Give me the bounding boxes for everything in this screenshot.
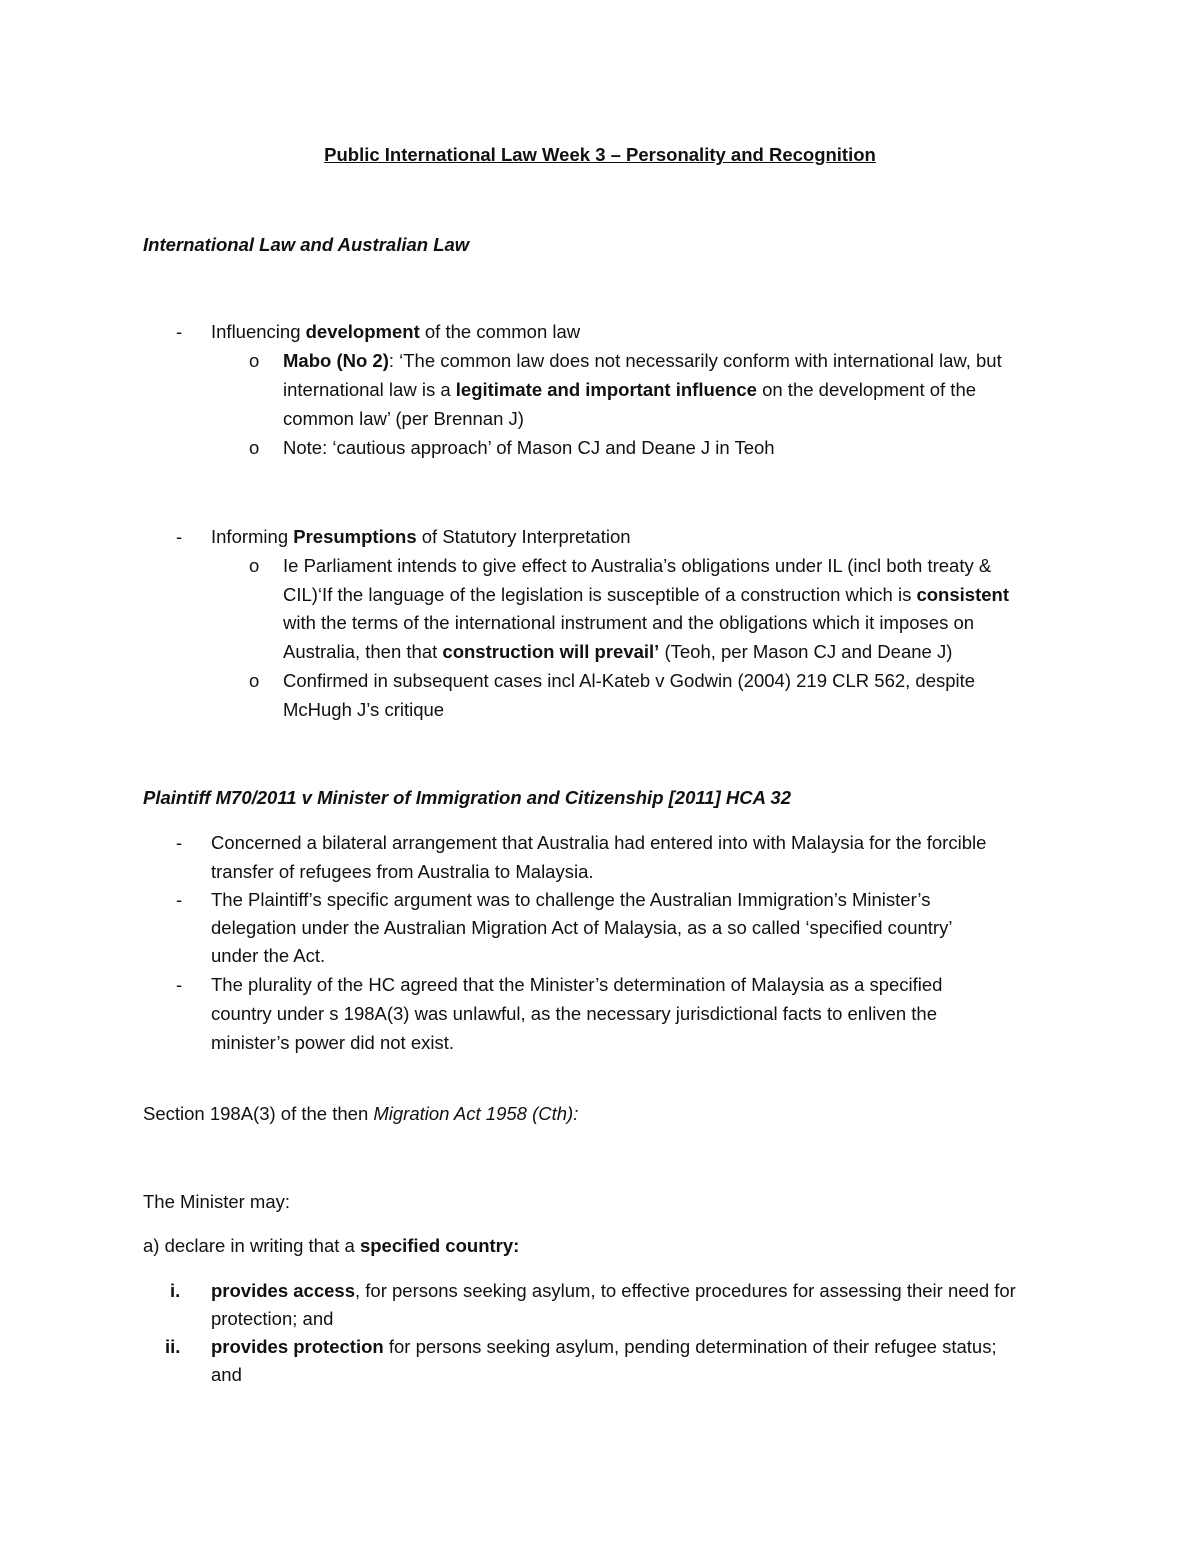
dash-bullet: -	[176, 321, 183, 342]
sub-item-parliament-line2: CIL)‘If the language of the legislation is susceptible of a construction which is consistent	[283, 584, 1009, 605]
section-heading-international-law: International Law and Australian Law	[143, 234, 470, 255]
sub-item-parliament-line4: Australia, then that construction will prevail’ (Teoh, per Mason CJ and Deane J)	[283, 641, 953, 662]
list-item-informing: Informing Presumptions of Statutory Interpretation	[211, 526, 631, 547]
roman-marker: ii.	[165, 1336, 181, 1357]
clause-ii-line1: provides protection for persons seeking asylum, pending determination of their refugee status;	[211, 1336, 997, 1357]
sub-item-mabo-line1: Mabo (No 2): ‘The common law does not necessarily conform with international law, but	[283, 350, 1002, 371]
sub-item-confirmed-line2: McHugh J’s critique	[283, 699, 445, 720]
list-item-line: transfer of refugees from Australia to Malaysia.	[211, 861, 594, 882]
list-item-line: Concerned a bilateral arrangement that Australia had entered into with Malaysia for the forcible	[211, 832, 987, 853]
clause-ii-line2: and	[211, 1364, 242, 1385]
list-item-influencing: Influencing development of the common law	[211, 321, 581, 342]
sub-bullet: o	[249, 350, 260, 371]
sub-item-confirmed-line1: Confirmed in subsequent cases incl Al-Kateb v Godwin (2004) 219 CLR 562, despite	[283, 670, 976, 691]
list-item-line: The plurality of the HC agreed that the Minister’s determination of Malaysia as a specified	[211, 974, 943, 995]
roman-marker: i.	[170, 1280, 181, 1301]
sub-item-parliament-line1: Ie Parliament intends to give effect to Australia’s obligations under IL (incl both treaty &	[283, 555, 992, 576]
clause-a: a) declare in writing that a specified country:	[143, 1235, 520, 1256]
dash-bullet: -	[176, 832, 183, 853]
dash-bullet: -	[176, 889, 183, 910]
page-title: Public International Law Week 3 – Personality and Recognition	[324, 144, 876, 165]
minister-may-text: The Minister may:	[143, 1191, 291, 1212]
dash-bullet: -	[176, 526, 183, 547]
list-item-line: minister’s power did not exist.	[211, 1032, 455, 1053]
section-198a-intro: Section 198A(3) of the then Migration Act 1958 (Cth):	[143, 1103, 579, 1124]
sub-bullet: o	[249, 555, 260, 576]
list-item-line: delegation under the Australian Migration Act of Malaysia, as a so called ‘specified country’	[211, 917, 953, 938]
sub-bullet: o	[249, 437, 260, 458]
sub-item-mabo-line2: international law is a legitimate and important influence on the development of the	[283, 379, 977, 400]
clause-i-line2: protection; and	[211, 1308, 334, 1329]
sub-bullet: o	[249, 670, 260, 691]
dash-bullet: -	[176, 974, 183, 995]
clause-i-line1: provides access, for persons seeking asylum, to effective procedures for assessing their need for	[211, 1280, 1016, 1301]
sub-item-mabo-line3: common law’ (per Brennan J)	[283, 408, 524, 429]
sub-item-parliament-line3: with the terms of the international instrument and the obligations which it imposes on	[283, 612, 975, 633]
list-item-line: country under s 198A(3) was unlawful, as the necessary jurisdictional facts to enliven the	[211, 1003, 937, 1024]
list-item-line: The Plaintiff’s specific argument was to challenge the Australian Immigration’s Minister’s	[211, 889, 931, 910]
section-heading-plaintiff-m70: Plaintiff M70/2011 v Minister of Immigration and Citizenship [2011] HCA 32	[143, 787, 791, 808]
list-item-line: under the Act.	[211, 945, 326, 966]
sub-item-note: Note: ‘cautious approach’ of Mason CJ and Deane J in Teoh	[283, 437, 775, 458]
